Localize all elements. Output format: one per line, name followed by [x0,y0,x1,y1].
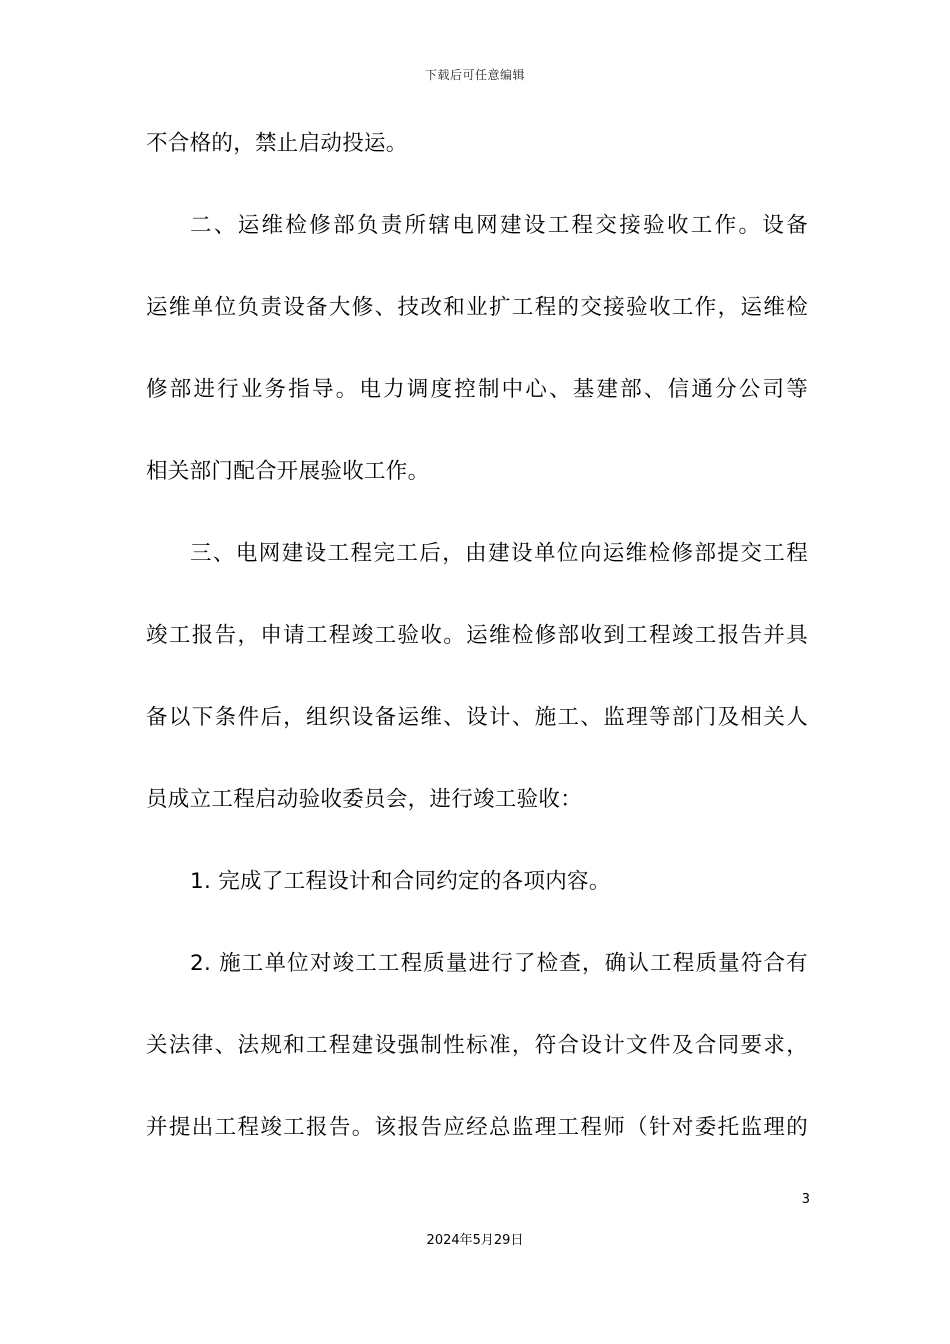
page-number: 3 [801,1192,810,1207]
paragraph-line: 运维单位负责设备大修、技改和业扩工程的交接验收工作，运维检 [146,295,808,320]
paragraph-line: 员成立工程启动验收委员会，进行竣工验收： [146,787,583,812]
list-item-line: 1. 完成了工程设计和合同约定的各项内容。 [190,869,611,894]
paragraph-line: 三、电网建设工程完工后，由建设单位向运维检修部提交工程 [190,541,808,566]
footer-date: 2024年5月29日 [426,1233,524,1248]
paragraph-line: 二、运维检修部负责所辖电网建设工程交接验收工作。设备 [190,213,808,238]
paragraph-line: 备以下条件后，组织设备运维、设计、施工、监理等部门及相关人 [146,705,808,730]
paragraph-line: 不合格的，禁止启动投运。 [146,131,408,156]
paragraph-line: 关法律、法规和工程建设强制性标准，符合设计文件及合同要求， [146,1033,808,1058]
header-note: 下载后可任意编辑 [424,68,525,82]
paragraph-line: 并提出工程竣工报告。该报告应经总监理工程师（针对委托监理的 [146,1115,808,1140]
list-item-line: 2. 施工单位对竣工工程质量进行了检查，确认工程质量符合有 [190,951,808,976]
paragraph-line: 竣工报告，申请工程竣工验收。运维检修部收到工程竣工报告并具 [146,623,808,648]
paragraph-line: 相关部门配合开展验收工作。 [146,459,430,484]
paragraph-line: 修部进行业务指导。电力调度控制中心、基建部、信通分公司等 [146,377,808,402]
